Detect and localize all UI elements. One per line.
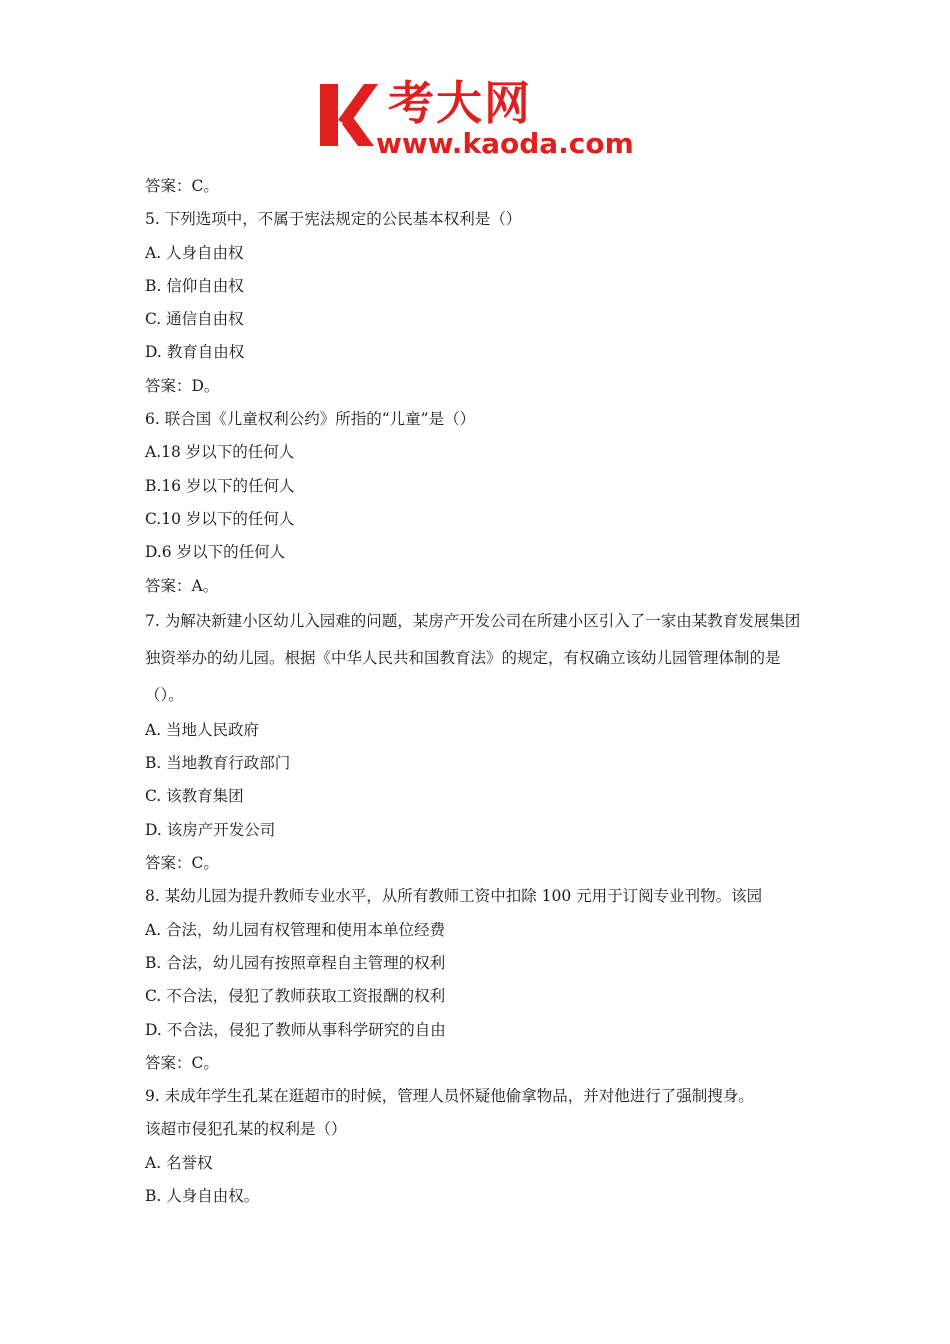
option-line: B. 人身自由权。 xyxy=(145,1187,260,1206)
answer-line: 答案：C。 xyxy=(145,1053,219,1072)
question-6: 6. 联合国《儿童权利公约》所指的“儿童”是（） xyxy=(145,410,476,429)
k-logo-icon xyxy=(318,80,380,150)
option-line: A. 名誉权 xyxy=(145,1153,213,1172)
option-line: A. 当地人民政府 xyxy=(145,720,260,739)
question-8: 8. 某幼儿园为提升教师专业水平，从所有教师工资中扣除 100 元用于订阅专业刊物。该园 xyxy=(145,887,763,906)
option-line: A. 人身自由权 xyxy=(145,243,244,262)
option-line: B. 合法，幼儿园有按照章程自主管理的权利 xyxy=(145,953,446,972)
option-line: B.16 岁以下的任何人 xyxy=(145,476,295,495)
option-line: C. 通信自由权 xyxy=(145,310,244,329)
option-line: C.10 岁以下的任何人 xyxy=(145,509,295,528)
document-body xyxy=(145,170,815,1213)
option-line: B. 信仰自由权 xyxy=(145,276,244,295)
question-5: 5. 下列选项中，不属于宪法规定的公民基本权利是（） xyxy=(145,210,522,229)
logo-url: www.kaoda.com xyxy=(376,127,634,160)
text-line: 答案：C。 xyxy=(145,177,219,195)
kaoda-logo xyxy=(318,78,648,160)
option-line: A.18 岁以下的任何人 xyxy=(145,443,295,462)
option-line: D. 不合法，侵犯了教师从事科学研究的自由 xyxy=(145,1020,446,1039)
option-line: C. 该教育集团 xyxy=(145,787,244,806)
option-line: D. 该房产开发公司 xyxy=(145,820,276,839)
question-9-cont: 该超市侵犯孔某的权利是（） xyxy=(145,1120,347,1139)
logo-brand-text: 考大网 xyxy=(388,76,532,130)
option-line: B. 当地教育行政部门 xyxy=(145,754,291,773)
option-line: D. 教育自由权 xyxy=(145,343,245,362)
answer-line: 答案：C。 xyxy=(145,854,219,873)
answer-line: 答案：A。 xyxy=(145,576,219,595)
question-7: 7. 为解决新建小区幼儿入园难的问题，某房产开发公司在所建小区引入了一家由某教育发展集团独资举办的幼儿园。根据《中华人民共和国教育法》的规定，有权确立该幼儿园管理体制的是（）。 xyxy=(145,611,801,704)
option-line: D.6 岁以下的任何人 xyxy=(145,543,286,562)
answer-line: 答案：D。 xyxy=(145,376,220,395)
option-line: A. 合法，幼儿园有权管理和使用本单位经费 xyxy=(145,920,446,939)
option-line: C. 不合法，侵犯了教师获取工资报酬的权利 xyxy=(145,987,446,1006)
question-9: 9. 未成年学生孔某在逛超市的时候，管理人员怀疑他偷拿物品，并对他进行了强制搜身。 xyxy=(145,1087,754,1106)
